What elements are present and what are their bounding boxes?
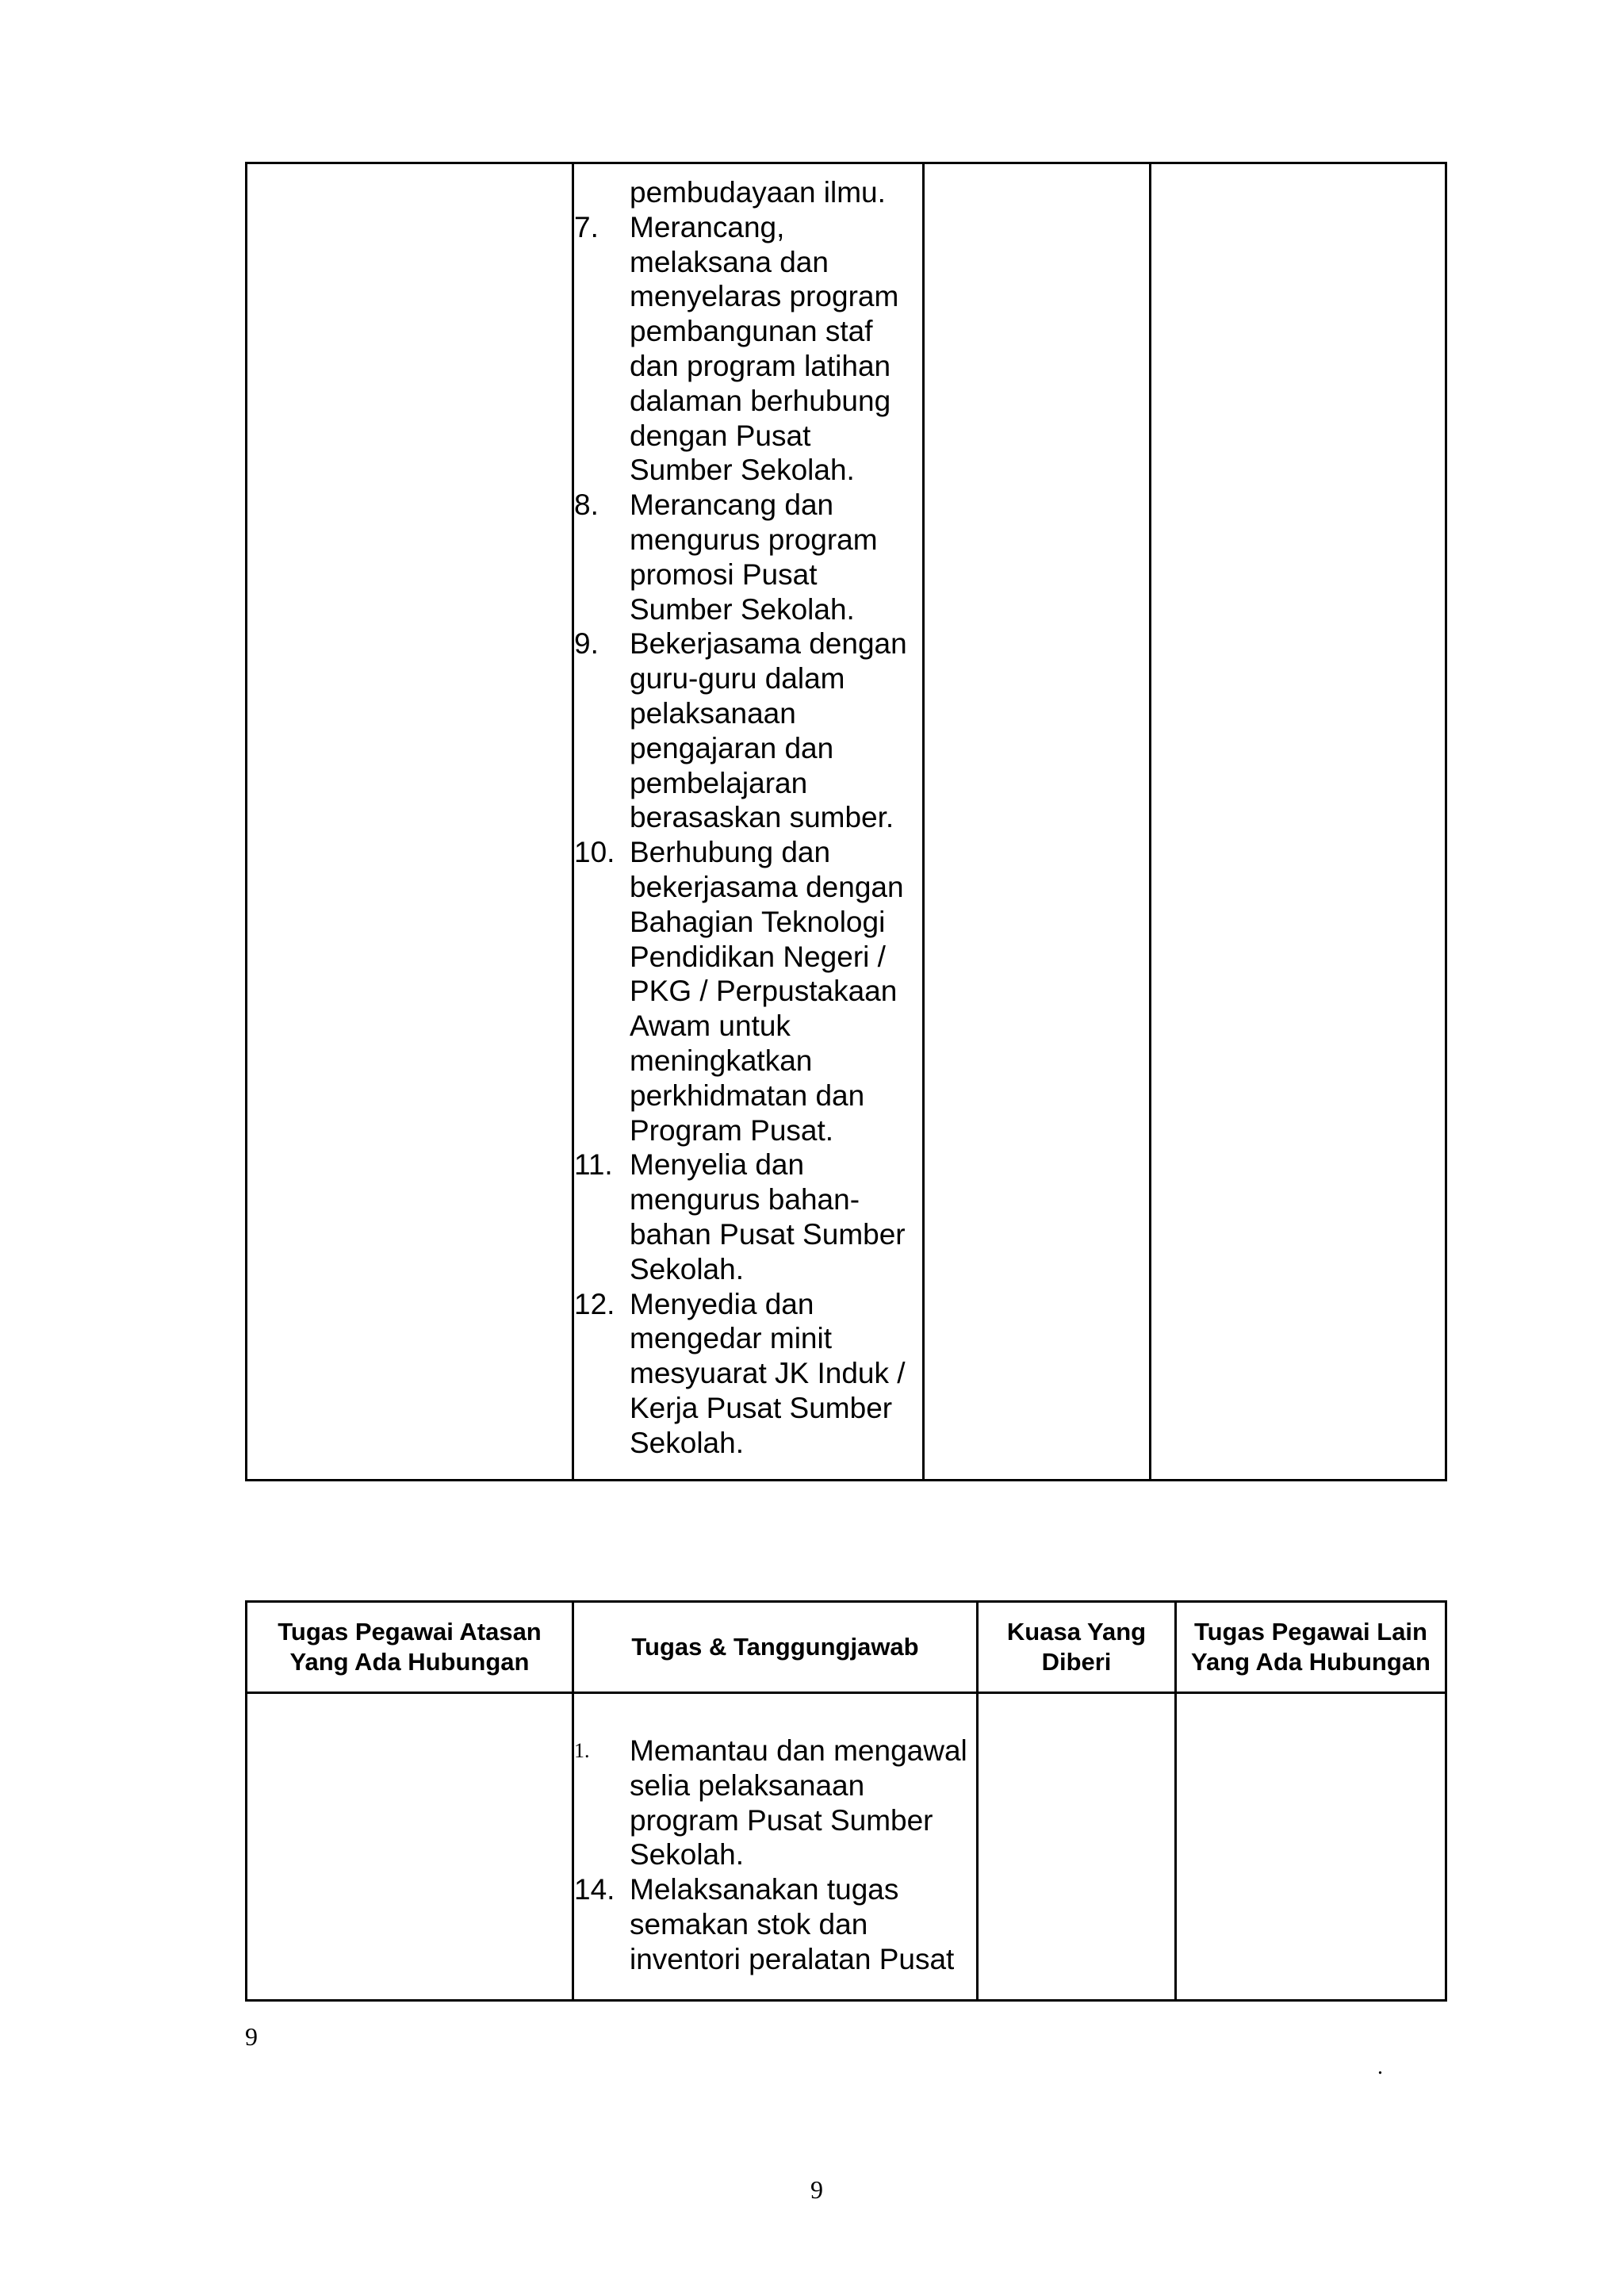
duties-cell (573, 1693, 978, 2001)
item-text-line: selia pelaksanaan (630, 1768, 865, 1802)
list-item (574, 626, 922, 835)
item-text-line: Merancang dan (630, 489, 834, 522)
item-number: 8. (574, 489, 599, 522)
item-text-line: pembudayaan ilmu. (630, 176, 886, 209)
list-item (574, 175, 922, 210)
item-text-line: PKG / Perpustakaan (630, 975, 898, 1008)
item-text-line: Awam untuk (630, 1010, 791, 1043)
item-text-line: mesyuarat JK Induk / (630, 1357, 906, 1390)
item-text-line: Kerja Pusat Sumber (630, 1391, 893, 1424)
superior-duties-cell (247, 1693, 573, 2001)
header-superior-duties: Tugas Pegawai Atasan Yang Ada Hubungan (247, 1602, 573, 1693)
item-text-line: Sumber Sekolah. (630, 592, 855, 626)
item-number: 11. (574, 1148, 613, 1182)
item-text-line: mengedar minit (630, 1322, 833, 1355)
item-text-line: bekerjasama dengan (630, 870, 904, 903)
authority-cell (978, 1693, 1176, 2001)
list-item (574, 210, 922, 488)
item-text-line: semakan stok dan (630, 1907, 868, 1941)
item-text-line: Sekolah. (630, 1252, 744, 1285)
item-number: 12. (574, 1287, 615, 1320)
item-text-line: pembelajaran (630, 766, 808, 799)
item-text-line: mengurus bahan- (630, 1183, 860, 1216)
duties-table-continued (245, 162, 1447, 1481)
item-text-line: Menyedia dan (630, 1287, 814, 1320)
header-authority-given: Kuasa Yang Diberi (978, 1602, 1176, 1693)
item-text-line: mengurus program (630, 523, 878, 556)
item-text-line: Bahagian Teknologi (630, 905, 886, 938)
item-text-line: pengajaran dan (630, 731, 834, 764)
item-number: 7. (574, 210, 599, 243)
item-text-line: Merancang, (630, 210, 785, 243)
item-text-line: dengan Pusat (630, 419, 811, 452)
item-text-line: inventori peralatan Pusat (630, 1942, 955, 1975)
duties-list (574, 1734, 976, 1985)
page-number-bottom: 9 (810, 2175, 823, 2204)
item-text-line: guru-guru dalam (630, 662, 845, 695)
list-item (574, 1734, 976, 1872)
header-other-duties: Tugas Pegawai Lain Yang Ada Hubungan (1176, 1602, 1446, 1693)
item-text-line: menyelaras program (630, 280, 899, 313)
item-number: 9. (574, 627, 599, 661)
item-text-line: melaksana dan (630, 245, 829, 278)
item-text-line: Bekerjasama dengan (630, 627, 907, 661)
item-text-line: Pendidikan Negeri / (630, 940, 886, 973)
list-item (574, 1872, 976, 1976)
footer-dot: . (1377, 2055, 1383, 2079)
item-number: 14. (574, 1873, 615, 1906)
item-text-line: pembangunan staf (630, 315, 873, 348)
item-text-line: Sekolah. (630, 1838, 744, 1872)
list-item (574, 1287, 922, 1461)
authority-cell (924, 163, 1151, 1481)
duties-table (245, 1600, 1447, 2002)
item-text-line: dalaman berhubung (630, 384, 891, 417)
item-text-line: Menyelia dan (630, 1148, 805, 1182)
item-text-line: Sumber Sekolah. (630, 454, 855, 487)
item-text-line: program Pusat Sumber (630, 1803, 933, 1837)
item-text-line: bahan Pusat Sumber (630, 1217, 906, 1251)
table-row (247, 163, 1446, 1481)
table-header-row (247, 1602, 1446, 1693)
item-number: 10. (574, 836, 615, 869)
item-text-line: perkhidmatan dan (630, 1079, 865, 1112)
duties-list (574, 164, 922, 1468)
item-text-line: Melaksanakan tugas (630, 1873, 899, 1906)
item-text-line: Berhubung dan (630, 836, 831, 869)
item-text-line: pelaksanaan (630, 696, 796, 730)
item-text-line: berasaskan sumber. (630, 801, 894, 834)
item-number: 1. (574, 1739, 590, 1762)
other-duties-cell (1176, 1693, 1446, 2001)
duties-cell (573, 163, 924, 1481)
item-text-line: meningkatkan (630, 1044, 813, 1077)
other-duties-cell (1151, 163, 1446, 1481)
list-item (574, 488, 922, 626)
item-text-line: Sekolah. (630, 1426, 744, 1459)
item-text-line: dan program latihan (630, 349, 891, 382)
page-number-left: 9 (245, 2022, 258, 2051)
list-item (574, 1148, 922, 1286)
superior-duties-cell (247, 163, 573, 1481)
list-item (574, 835, 922, 1148)
item-text-line: Memantau dan mengawal (630, 1734, 967, 1767)
header-duties-responsibilities: Tugas & Tanggungjawab (573, 1602, 978, 1693)
item-text-line: Program Pusat. (630, 1113, 834, 1147)
item-text-line: promosi Pusat (630, 557, 818, 591)
table-row (247, 1693, 1446, 2001)
